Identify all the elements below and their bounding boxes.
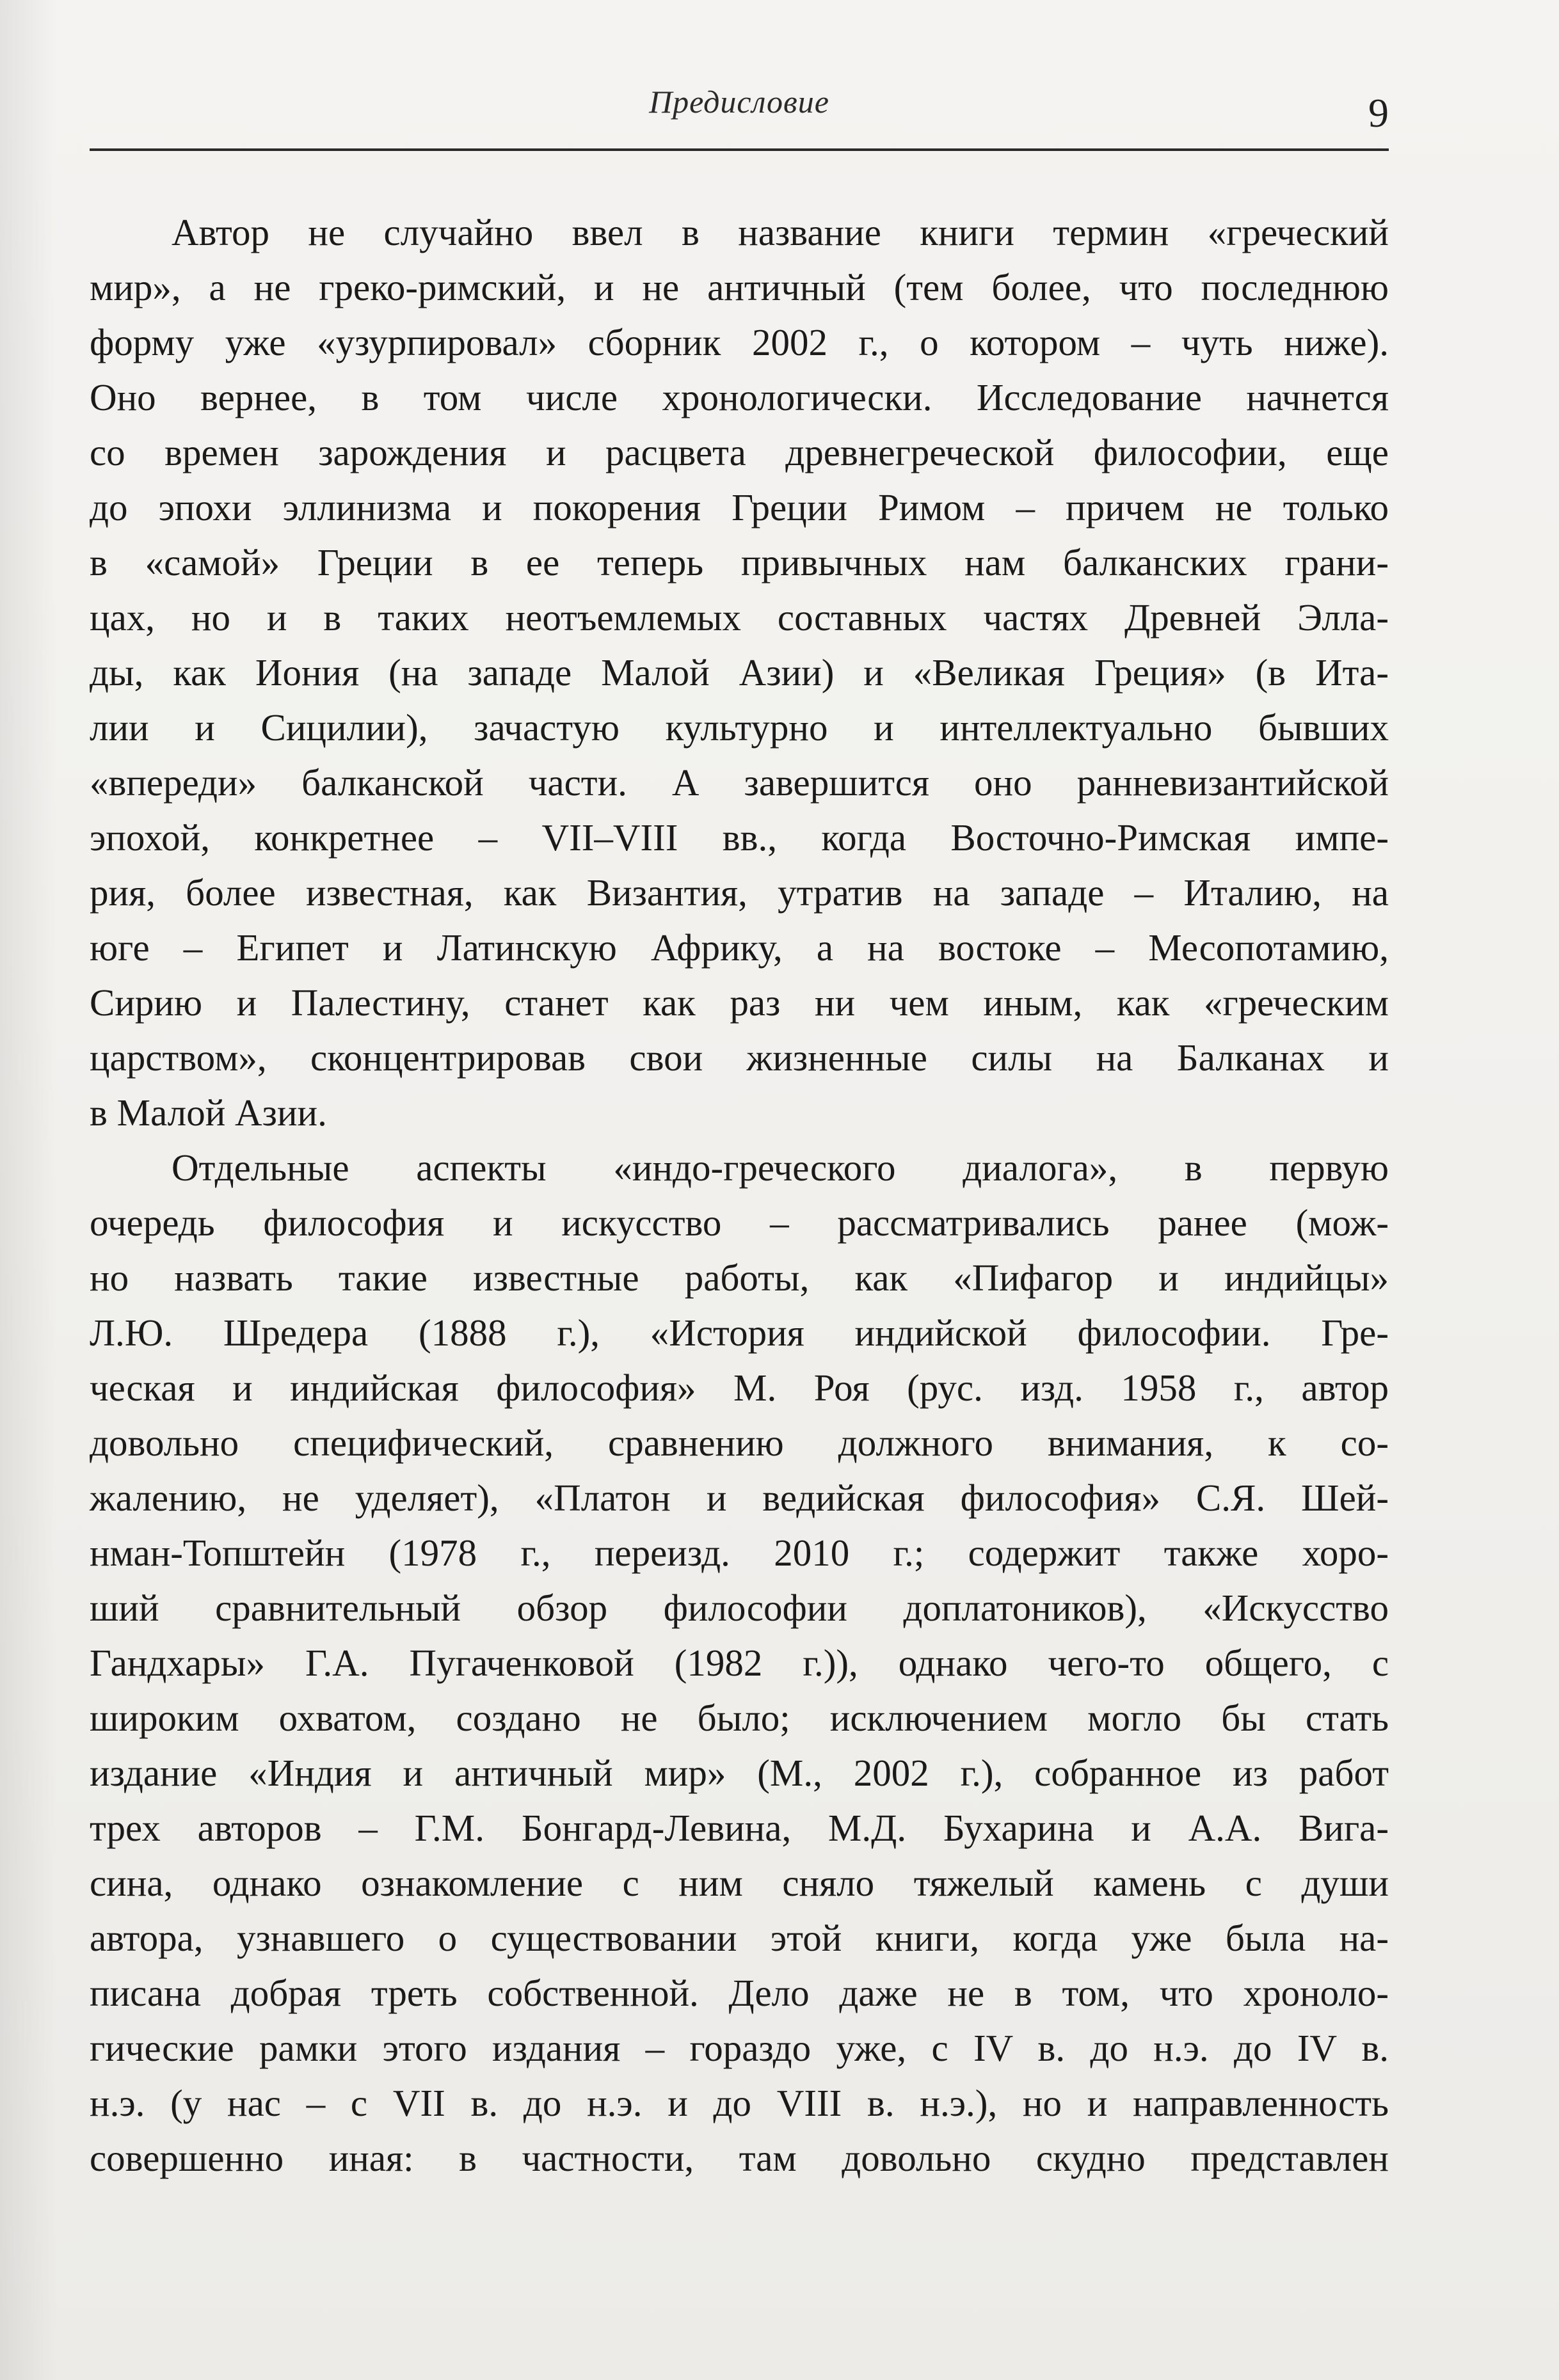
text-line: сина, однако ознакомление с ним сняло тяжелый камень с души [90,1862,1389,1904]
text-line: но назвать такие известные работы, как «Пифагор и индийцы» [90,1257,1389,1299]
text-line: довольно специфический, сравнению должного внимания, к со- [90,1422,1389,1464]
text-line: Л.Ю. Шредера (1888 г.), «История индийской философии. Гре- [90,1312,1389,1354]
text-line: до эпохи эллинизма и покорения Греции Римом – причем не только [90,486,1389,528]
text-line: рия, более известная, как Византия, утратив на западе – Италию, на [90,871,1389,914]
text-line: ды, как Иония (на западе Малой Азии) и «Великая Греция» (в Ита- [90,651,1389,694]
text-line: мир», а не греко-римский, и не античный (тем более, что последнюю [90,266,1389,308]
text-line: в Малой Азии. [90,1091,327,1134]
text-line: нман-Топштейн (1978 г., переизд. 2010 г.; содержит также хоро- [90,1532,1389,1574]
text-line: очередь философия и искусство – рассматривались ранее (мож- [90,1202,1389,1244]
text-line: царством», сконцентрировав свои жизненные силы на Балканах и [90,1036,1389,1079]
text-line: ческая и индийская философия» М. Роя (рус. изд. 1958 г., автор [90,1367,1389,1409]
text-line: со времен зарождения и расцвета древнегреческой философии, еще [90,431,1389,473]
header-rule [90,148,1389,151]
running-head-title: Предисловие [649,84,829,120]
text-line: Гандхары» Г.А. Пугаченковой (1982 г.)), однако чего-то общего, с [90,1642,1389,1684]
text-line: эпохой, конкретнее – VII–VIII вв., когда Восточно-Римская импе- [90,816,1389,859]
text-line: «впереди» балканской части. А завершится оно ранневизантийской [90,761,1389,804]
text-line: Автор не случайно ввел в название книги термин «греческий [172,211,1389,253]
text-line: ший сравнительный обзор философии доплатоников), «Искусство [90,1587,1389,1629]
text-line: автора, узнавшего о существовании этой книги, когда уже была на- [90,1917,1389,1959]
paragraph-1 [90,205,1389,1140]
text-line: в «самой» Греции в ее теперь привычных нам балканских грани- [90,541,1389,583]
text-line: Оно вернее, в том числе хронологически. Исследование начнется [90,376,1389,418]
text-line: гические рамки этого издания – гораздо уже, с IV в. до н.э. до IV в. [90,2027,1389,2069]
text-line: совершенно иная: в частности, там довольно скудно представлен [90,2137,1389,2179]
text-line: лии и Сицилии), зачастую культурно и интеллектуально бывших [90,706,1389,749]
paragraph-2 [90,1140,1389,2186]
text-line: цах, но и в таких неотъемлемых составных частях Древней Элла- [90,596,1389,639]
text-line: издание «Индия и античный мир» (М., 2002 г.), собранное из работ [90,1752,1389,1794]
text-line: трех авторов – Г.М. Бонгард-Левина, М.Д. Бухарина и А.А. Вига- [90,1807,1389,1849]
text-line: н.э. (у нас – с VII в. до н.э. и до VIII в. н.э.), но и направленность [90,2082,1389,2124]
page-number: 9 [1368,90,1389,136]
text-line: широким охватом, создано не было; исключением могло бы стать [90,1697,1389,1739]
text-line: писана добрая треть собственной. Дело даже не в том, что хроноло- [90,1972,1389,2014]
body-text [90,205,1389,2186]
text-line: форму уже «узурпировал» сборник 2002 г., о котором – чуть ниже). [90,321,1389,363]
text-line: Отдельные аспекты «индо-греческого диалога», в первую [172,1146,1389,1189]
text-line: юге – Египет и Латинскую Африку, а на востоке – Месопотамию, [90,926,1389,969]
text-line: Сирию и Палестину, станет как раз ни чем иным, как «греческим [90,981,1389,1024]
text-line: жалению, не уделяет), «Платон и ведийская философия» С.Я. Шей- [90,1477,1389,1519]
running-head [90,77,1389,147]
